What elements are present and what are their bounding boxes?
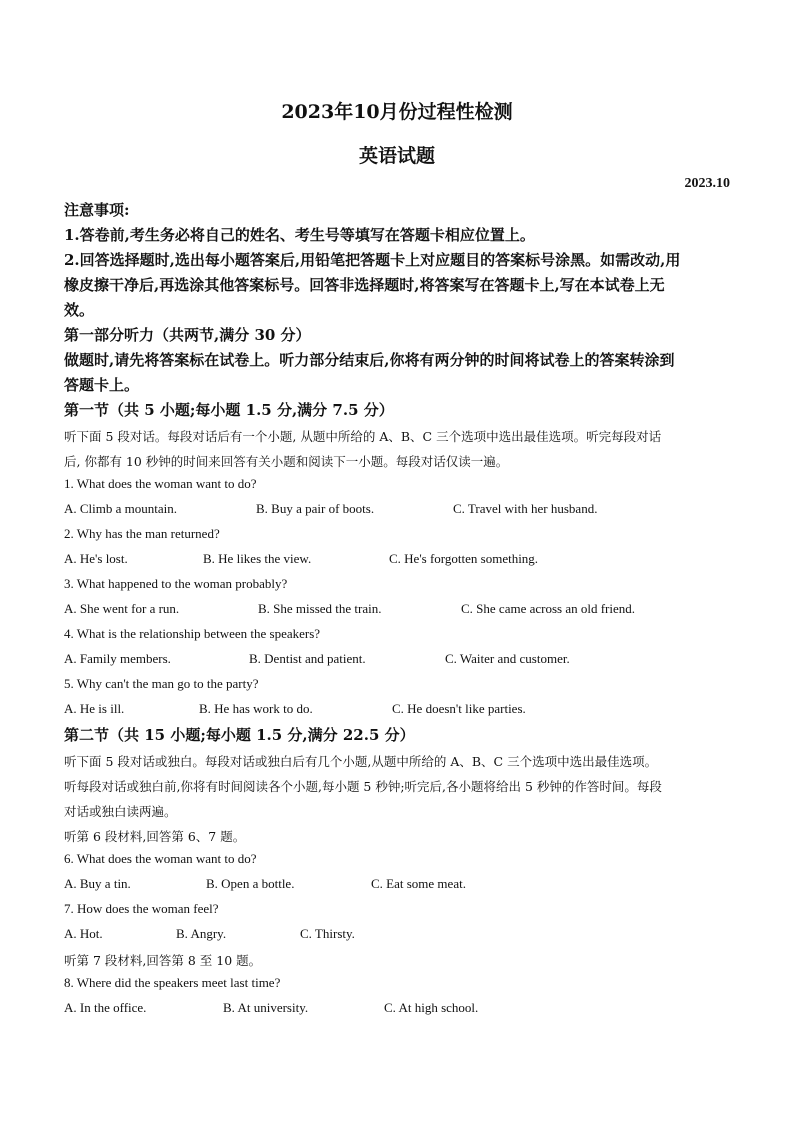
question-8: 8. Where did the speakers meet last time? — [64, 975, 281, 990]
option-a: A. Buy a tin. — [64, 876, 131, 891]
notice-item-1: 1.答卷前,考生务必将自己的姓名、考生号等填写在答题卡相应位置上。 — [64, 226, 535, 244]
section1-instructions-line-1: 听下面 5 段对话。每段对话后有一个小题, 从题中所给的 A、B、C 三个选项中选出最佳选项。听完每段对话 — [64, 429, 662, 444]
option-a: A. He's lost. — [64, 551, 128, 566]
notice-item-2-line-3: 效。 — [64, 301, 95, 319]
section2-instructions-line-1: 听下面 5 段对话或独白。每段对话或独白后有几个小题,从题中所给的 A、B、C 三个选项中选出最佳选项。 — [64, 754, 658, 769]
option-b: B. Dentist and patient. — [249, 651, 366, 666]
option-a: A. Family members. — [64, 651, 171, 666]
section1-instructions-line-2: 后, 你都有 10 秒钟的时间来回答有关小题和阅读下一小题。每段对话仅读一遍。 — [64, 454, 509, 469]
option-a: A. He is ill. — [64, 701, 125, 716]
material-7-note: 听第 7 段材料,回答第 8 至 10 题。 — [64, 953, 262, 968]
section2-instructions-line-3: 对话或独白读两遍。 — [64, 804, 177, 819]
option-a: A. Hot. — [64, 926, 103, 941]
option-c: C. She came across an old friend. — [461, 601, 636, 616]
question-5: 5. Why can't the man go to the party? — [64, 676, 259, 691]
option-c: C. Travel with her husband. — [453, 501, 598, 516]
option-c: C. He's forgotten something. — [389, 551, 539, 566]
option-c: C. Waiter and customer. — [445, 651, 570, 666]
part1-heading: 第一部分听力（共两节,满分 30 分） — [64, 326, 311, 344]
option-a: A. Climb a mountain. — [64, 501, 178, 516]
option-c: C. Eat some meat. — [371, 876, 466, 891]
question-6: 6. What does the woman want to do? — [64, 851, 257, 866]
question-4: 4. What is the relationship between the speakers? — [64, 626, 321, 641]
option-b: B. Angry. — [176, 926, 227, 941]
option-b: B. At university. — [223, 1000, 309, 1015]
question-7: 7. How does the woman feel? — [64, 901, 219, 916]
notice-heading: 注意事项: — [64, 201, 130, 219]
section2-heading: 第二节（共 15 小题;每小题 1.5 分,满分 22.5 分） — [64, 726, 415, 744]
notice-item-2-line-2: 橡皮擦干净后,再选涂其他答案标号。回答非选择题时,将答案写在答题卡上,写在本试卷上无 — [64, 276, 665, 294]
part1-desc-line-1: 做题时,请先将答案标在试卷上。听力部分结束后,你将有两分钟的时间将试卷上的答案转涂到 — [64, 351, 675, 369]
exam-title: 2023年10月份过程性检测 — [281, 101, 513, 123]
option-b: B. He has work to do. — [199, 701, 313, 716]
option-b: B. Buy a pair of boots. — [256, 501, 375, 516]
question-3: 3. What happened to the woman probably? — [64, 576, 288, 591]
section1-heading: 第一节（共 5 小题;每小题 1.5 分,满分 7.5 分） — [64, 401, 394, 419]
part1-desc-line-2: 答题卡上。 — [64, 376, 140, 394]
option-a: A. She went for a run. — [64, 601, 180, 616]
question-2: 2. Why has the man returned? — [64, 526, 220, 541]
option-b: B. He likes the view. — [203, 551, 312, 566]
option-b: B. Open a bottle. — [206, 876, 295, 891]
option-a: A. In the office. — [64, 1000, 147, 1015]
option-c: C. Thirsty. — [300, 926, 355, 941]
notice-item-2-line-1: 2.回答选择题时,选出每小题答案后,用铅笔把答题卡上对应题目的答案标号涂黑。如需改动,用 — [64, 251, 681, 269]
question-1: 1. What does the woman want to do? — [64, 476, 257, 491]
option-b: B. She missed the train. — [258, 601, 382, 616]
option-c: C. He doesn't like parties. — [392, 701, 526, 716]
section2-instructions-line-2: 听每段对话或独白前,你将有时间阅读各个小题,每小题 5 秒钟;听完后,各小题将给出 5 秒钟的作答时间。每段 — [64, 779, 662, 794]
material-6-note: 听第 6 段材料,回答第 6、7 题。 — [64, 829, 246, 844]
exam-subtitle: 英语试题 — [358, 145, 435, 167]
option-c: C. At high school. — [384, 1000, 479, 1015]
exam-date: 2023.10 — [684, 176, 730, 191]
